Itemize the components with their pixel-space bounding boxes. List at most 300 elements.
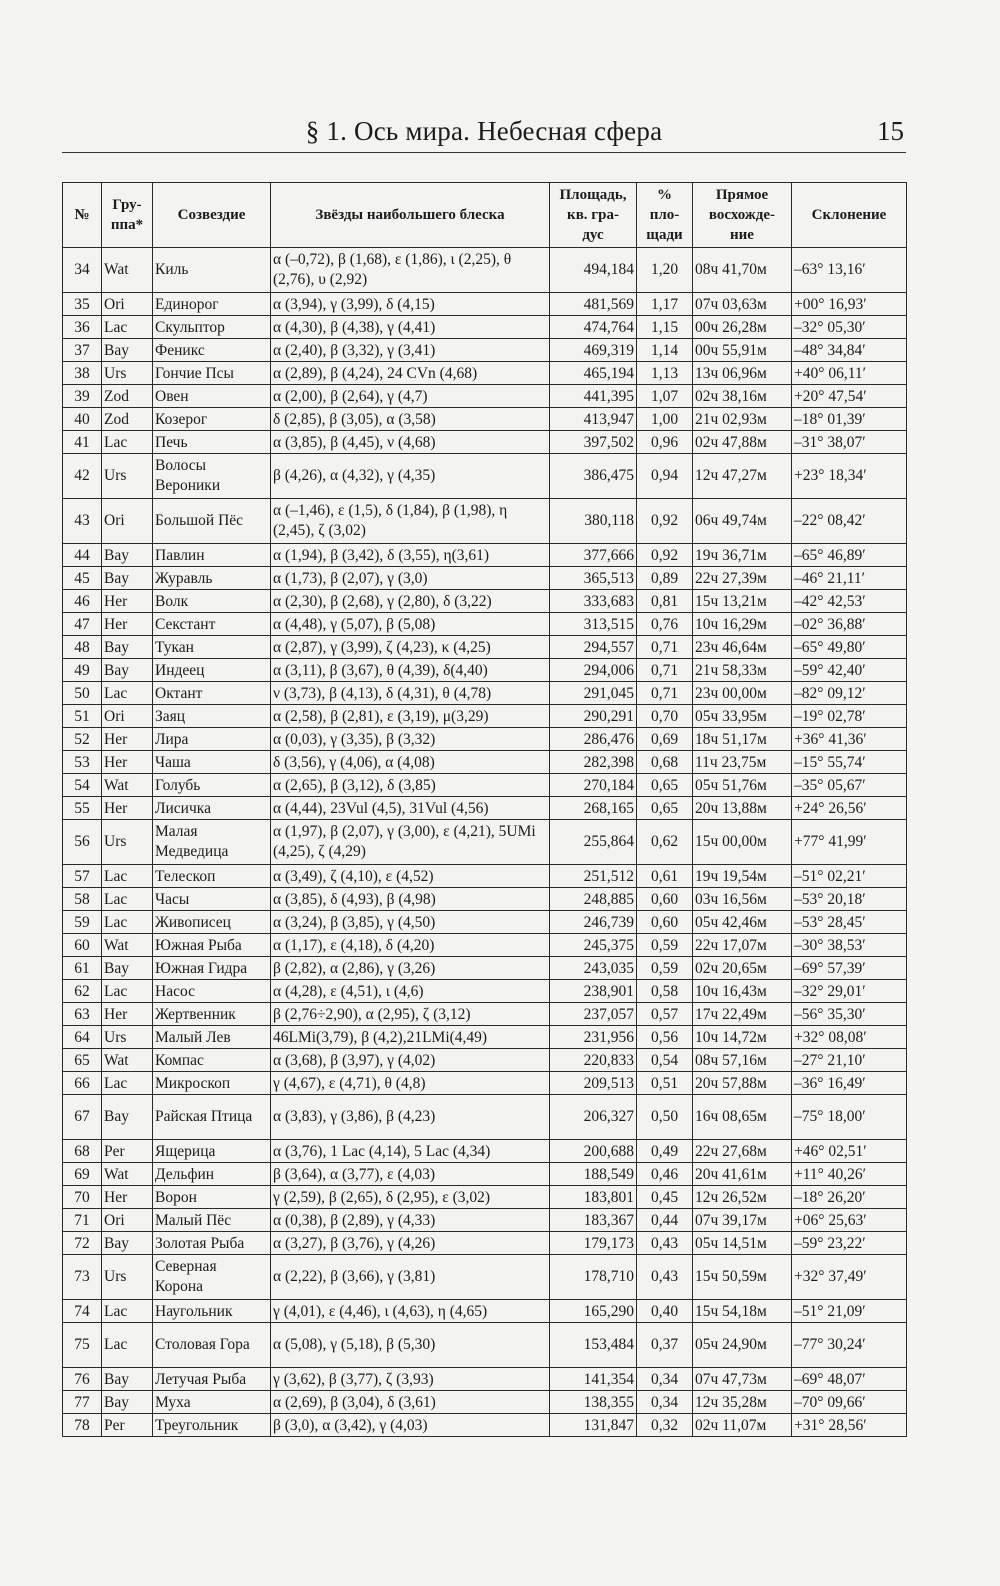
cell-stars: α (3,85), β (4,45), ν (4,68)	[271, 431, 550, 454]
cell-area: 231,956	[550, 1026, 637, 1049]
cell-declination: +00° 16,93′	[792, 293, 907, 316]
cell-group: Her	[102, 1186, 153, 1209]
cell-constellation: Голубь	[153, 774, 271, 797]
table-row	[63, 957, 907, 980]
cell-stars: ν (3,73), β (4,13), δ (4,31), θ (4,78)	[271, 682, 550, 705]
cell-right-ascension: 03ч 16,56м	[693, 888, 792, 911]
cell-group: Lac	[102, 316, 153, 339]
cell-declination: –53° 20,18′	[792, 888, 907, 911]
cell-declination: –69° 57,39′	[792, 957, 907, 980]
cell-stars: α (0,03), γ (3,35), β (3,32)	[271, 728, 550, 751]
cell-constellation: Малый Лев	[153, 1026, 271, 1049]
table-row	[63, 1232, 907, 1255]
cell-stars: α (2,00), β (2,64), γ (4,7)	[271, 385, 550, 408]
cell-stars: α (3,94), γ (3,99), δ (4,15)	[271, 293, 550, 316]
cell-declination: –75° 18,00′	[792, 1095, 907, 1140]
cell-constellation: Малая Медведица	[153, 820, 271, 865]
cell-right-ascension: 02ч 11,07м	[693, 1414, 792, 1437]
cell-percent: 1,20	[637, 248, 693, 293]
cell-stars: γ (2,59), β (2,65), δ (2,95), ε (3,02)	[271, 1186, 550, 1209]
header-group: Гру- ппа*	[102, 183, 153, 248]
cell-declination: –53° 28,45′	[792, 911, 907, 934]
cell-group: Zod	[102, 408, 153, 431]
cell-constellation: Тукан	[153, 636, 271, 659]
cell-group: Ori	[102, 499, 153, 544]
cell-percent: 0,45	[637, 1186, 693, 1209]
cell-right-ascension: 15ч 13,21м	[693, 590, 792, 613]
cell-group: Urs	[102, 820, 153, 865]
cell-stars: β (2,76÷2,90), α (2,95), ζ (3,12)	[271, 1003, 550, 1026]
cell-group: Bay	[102, 1391, 153, 1414]
cell-right-ascension: 15ч 50,59м	[693, 1255, 792, 1300]
cell-stars: γ (4,01), ε (4,46), ι (4,63), η (4,65)	[271, 1300, 550, 1323]
cell-declination: –27° 21,10′	[792, 1049, 907, 1072]
cell-number: 69	[63, 1163, 102, 1186]
cell-declination: –30° 38,53′	[792, 934, 907, 957]
header-percent: % пло- щади	[637, 183, 693, 248]
table-row	[63, 1026, 907, 1049]
table-row	[63, 1140, 907, 1163]
cell-number: 37	[63, 339, 102, 362]
cell-area: 141,354	[550, 1368, 637, 1391]
cell-declination: +32° 37,49′	[792, 1255, 907, 1300]
cell-group: Wat	[102, 248, 153, 293]
cell-constellation: Лира	[153, 728, 271, 751]
cell-area: 188,549	[550, 1163, 637, 1186]
cell-constellation: Киль	[153, 248, 271, 293]
table-row	[63, 544, 907, 567]
cell-declination: –69° 48,07′	[792, 1368, 907, 1391]
cell-group: Zod	[102, 385, 153, 408]
cell-group: Her	[102, 1003, 153, 1026]
cell-right-ascension: 02ч 47,88м	[693, 431, 792, 454]
page-number: 15	[877, 116, 904, 146]
cell-area: 246,739	[550, 911, 637, 934]
cell-right-ascension: 21ч 58,33м	[693, 659, 792, 682]
cell-declination: +06° 25,63′	[792, 1209, 907, 1232]
cell-percent: 1,07	[637, 385, 693, 408]
cell-declination: –59° 23,22′	[792, 1232, 907, 1255]
cell-group: Wat	[102, 1049, 153, 1072]
cell-percent: 0,34	[637, 1391, 693, 1414]
table-row	[63, 499, 907, 544]
cell-percent: 0,44	[637, 1209, 693, 1232]
cell-percent: 0,96	[637, 431, 693, 454]
cell-percent: 0,54	[637, 1049, 693, 1072]
cell-right-ascension: 21ч 02,93м	[693, 408, 792, 431]
cell-number: 41	[63, 431, 102, 454]
cell-stars: α (2,69), β (3,04), δ (3,61)	[271, 1391, 550, 1414]
cell-percent: 0,46	[637, 1163, 693, 1186]
cell-area: 397,502	[550, 431, 637, 454]
cell-area: 291,045	[550, 682, 637, 705]
cell-number: 78	[63, 1414, 102, 1437]
cell-right-ascension: 05ч 14,51м	[693, 1232, 792, 1255]
cell-area: 200,688	[550, 1140, 637, 1163]
cell-stars: α (1,94), β (3,42), δ (3,55), η(3,61)	[271, 544, 550, 567]
cell-group: Lac	[102, 980, 153, 1003]
cell-area: 248,885	[550, 888, 637, 911]
cell-number: 39	[63, 385, 102, 408]
cell-stars: β (4,26), α (4,32), γ (4,35)	[271, 454, 550, 499]
cell-percent: 0,60	[637, 911, 693, 934]
cell-constellation: Волосы Вероники	[153, 454, 271, 499]
cell-percent: 0,50	[637, 1095, 693, 1140]
cell-percent: 0,34	[637, 1368, 693, 1391]
cell-percent: 0,58	[637, 980, 693, 1003]
table-row	[63, 705, 907, 728]
cell-area: 220,833	[550, 1049, 637, 1072]
cell-stars: α (4,44), 23Vul (4,5), 31Vul (4,56)	[271, 797, 550, 820]
cell-constellation: Летучая Рыба	[153, 1368, 271, 1391]
cell-right-ascension: 07ч 03,63м	[693, 293, 792, 316]
cell-number: 48	[63, 636, 102, 659]
cell-declination: –82° 09,12′	[792, 682, 907, 705]
cell-area: 481,569	[550, 293, 637, 316]
cell-number: 52	[63, 728, 102, 751]
cell-area: 268,165	[550, 797, 637, 820]
cell-declination: +24° 26,56′	[792, 797, 907, 820]
cell-percent: 0,61	[637, 865, 693, 888]
cell-group: Lac	[102, 865, 153, 888]
cell-area: 131,847	[550, 1414, 637, 1437]
cell-number: 54	[63, 774, 102, 797]
cell-number: 77	[63, 1391, 102, 1414]
cell-group: Urs	[102, 454, 153, 499]
table-row	[63, 1163, 907, 1186]
cell-number: 36	[63, 316, 102, 339]
cell-group: Wat	[102, 1163, 153, 1186]
table-row	[63, 774, 907, 797]
cell-constellation: Волк	[153, 590, 271, 613]
table-row	[63, 1323, 907, 1368]
cell-group: Lac	[102, 911, 153, 934]
cell-percent: 1,15	[637, 316, 693, 339]
cell-number: 57	[63, 865, 102, 888]
cell-stars: α (3,83), γ (3,86), β (4,23)	[271, 1095, 550, 1140]
cell-area: 153,484	[550, 1323, 637, 1368]
cell-area: 377,666	[550, 544, 637, 567]
cell-right-ascension: 10ч 16,43м	[693, 980, 792, 1003]
cell-stars: α (1,73), β (2,07), γ (3,0)	[271, 567, 550, 590]
cell-percent: 0,60	[637, 888, 693, 911]
cell-declination: –22° 08,42′	[792, 499, 907, 544]
cell-percent: 0,71	[637, 682, 693, 705]
cell-area: 413,947	[550, 408, 637, 431]
cell-right-ascension: 20ч 57,88м	[693, 1072, 792, 1095]
cell-percent: 0,62	[637, 820, 693, 865]
cell-declination: –77° 30,24′	[792, 1323, 907, 1368]
cell-area: 183,367	[550, 1209, 637, 1232]
cell-constellation: Муха	[153, 1391, 271, 1414]
cell-area: 365,513	[550, 567, 637, 590]
cell-stars: α (4,28), ε (4,51), ι (4,6)	[271, 980, 550, 1003]
cell-stars: α (1,17), ε (4,18), δ (4,20)	[271, 934, 550, 957]
cell-group: Bay	[102, 636, 153, 659]
cell-area: 441,395	[550, 385, 637, 408]
cell-declination: –35° 05,67′	[792, 774, 907, 797]
table-row	[63, 339, 907, 362]
cell-right-ascension: 15ч 00,00м	[693, 820, 792, 865]
cell-declination: –70° 09,66′	[792, 1391, 907, 1414]
cell-declination: –32° 29,01′	[792, 980, 907, 1003]
cell-number: 55	[63, 797, 102, 820]
cell-area: 206,327	[550, 1095, 637, 1140]
cell-right-ascension: 12ч 47,27м	[693, 454, 792, 499]
cell-stars: δ (3,56), γ (4,06), α (4,08)	[271, 751, 550, 774]
cell-number: 35	[63, 293, 102, 316]
header-declination: Склонение	[792, 183, 907, 248]
table-row	[63, 820, 907, 865]
cell-declination: –59° 42,40′	[792, 659, 907, 682]
cell-area: 386,475	[550, 454, 637, 499]
cell-stars: α (2,87), γ (3,99), ζ (4,23), κ (4,25)	[271, 636, 550, 659]
cell-percent: 1,13	[637, 362, 693, 385]
cell-right-ascension: 16ч 08,65м	[693, 1095, 792, 1140]
cell-declination: –02° 36,88′	[792, 613, 907, 636]
cell-constellation: Индеец	[153, 659, 271, 682]
cell-area: 138,355	[550, 1391, 637, 1414]
table-row	[63, 590, 907, 613]
cell-group: Her	[102, 590, 153, 613]
table-row	[63, 911, 907, 934]
cell-group: Per	[102, 1140, 153, 1163]
table-row	[63, 934, 907, 957]
cell-constellation: Ворон	[153, 1186, 271, 1209]
cell-area: 251,512	[550, 865, 637, 888]
cell-percent: 1,00	[637, 408, 693, 431]
cell-area: 380,118	[550, 499, 637, 544]
cell-declination: –18° 01,39′	[792, 408, 907, 431]
cell-area: 255,864	[550, 820, 637, 865]
cell-right-ascension: 22ч 17,07м	[693, 934, 792, 957]
cell-declination: –42° 42,53′	[792, 590, 907, 613]
table-row	[63, 1255, 907, 1300]
cell-declination: –36° 16,49′	[792, 1072, 907, 1095]
cell-declination: +31° 28,56′	[792, 1414, 907, 1437]
cell-right-ascension: 00ч 26,28м	[693, 316, 792, 339]
cell-stars: α (2,65), β (3,12), δ (3,85)	[271, 774, 550, 797]
cell-declination: –31° 38,07′	[792, 431, 907, 454]
cell-constellation: Телескоп	[153, 865, 271, 888]
cell-group: Ori	[102, 1209, 153, 1232]
cell-group: Lac	[102, 1300, 153, 1323]
table-row	[63, 797, 907, 820]
cell-group: Bay	[102, 1368, 153, 1391]
cell-group: Lac	[102, 431, 153, 454]
cell-stars: β (3,0), α (3,42), γ (4,03)	[271, 1414, 550, 1437]
cell-constellation: Октант	[153, 682, 271, 705]
cell-area: 237,057	[550, 1003, 637, 1026]
table-row	[63, 1095, 907, 1140]
table-row	[63, 636, 907, 659]
cell-number: 47	[63, 613, 102, 636]
cell-constellation: Золотая Рыба	[153, 1232, 271, 1255]
cell-area: 238,901	[550, 980, 637, 1003]
table-row	[63, 1209, 907, 1232]
cell-declination: +32° 08,08′	[792, 1026, 907, 1049]
cell-group: Her	[102, 797, 153, 820]
cell-group: Bay	[102, 567, 153, 590]
cell-number: 51	[63, 705, 102, 728]
cell-right-ascension: 07ч 39,17м	[693, 1209, 792, 1232]
cell-number: 46	[63, 590, 102, 613]
cell-declination: +36° 41,36′	[792, 728, 907, 751]
cell-stars: α (3,76), 1 Lac (4,14), 5 Lac (4,34)	[271, 1140, 550, 1163]
cell-right-ascension: 19ч 19,54м	[693, 865, 792, 888]
cell-declination: +46° 02,51′	[792, 1140, 907, 1163]
cell-group: Lac	[102, 682, 153, 705]
table-header-row	[63, 183, 907, 248]
cell-constellation: Райская Птица	[153, 1095, 271, 1140]
cell-percent: 0,69	[637, 728, 693, 751]
cell-constellation: Малый Пёс	[153, 1209, 271, 1232]
cell-declination: –56° 35,30′	[792, 1003, 907, 1026]
table-row	[63, 1414, 907, 1437]
cell-number: 59	[63, 911, 102, 934]
cell-right-ascension: 08ч 57,16м	[693, 1049, 792, 1072]
cell-area: 243,035	[550, 957, 637, 980]
cell-right-ascension: 18ч 51,17м	[693, 728, 792, 751]
cell-percent: 0,43	[637, 1255, 693, 1300]
cell-number: 73	[63, 1255, 102, 1300]
cell-percent: 0,70	[637, 705, 693, 728]
table-row	[63, 659, 907, 682]
cell-group: Lac	[102, 1323, 153, 1368]
cell-number: 38	[63, 362, 102, 385]
cell-area: 270,184	[550, 774, 637, 797]
cell-stars: α (2,22), β (3,66), γ (3,81)	[271, 1255, 550, 1300]
table-row	[63, 385, 907, 408]
cell-percent: 0,51	[637, 1072, 693, 1095]
cell-percent: 0,68	[637, 751, 693, 774]
cell-constellation: Северная Корона	[153, 1255, 271, 1300]
table-row	[63, 1391, 907, 1414]
cell-group: Her	[102, 613, 153, 636]
cell-declination: –51° 02,21′	[792, 865, 907, 888]
cell-group: Bay	[102, 957, 153, 980]
cell-constellation: Жертвенник	[153, 1003, 271, 1026]
cell-area: 282,398	[550, 751, 637, 774]
cell-group: Bay	[102, 1232, 153, 1255]
cell-right-ascension: 23ч 00,00м	[693, 682, 792, 705]
cell-group: Ori	[102, 293, 153, 316]
cell-stars: α (2,58), β (2,81), ε (3,19), μ(3,29)	[271, 705, 550, 728]
cell-number: 34	[63, 248, 102, 293]
cell-constellation: Столовая Гора	[153, 1323, 271, 1368]
cell-declination: –32° 05,30′	[792, 316, 907, 339]
cell-right-ascension: 02ч 20,65м	[693, 957, 792, 980]
cell-percent: 1,17	[637, 293, 693, 316]
cell-group: Urs	[102, 1026, 153, 1049]
header-constellation: Созвездие	[153, 183, 271, 248]
table-row	[63, 980, 907, 1003]
cell-constellation: Наугольник	[153, 1300, 271, 1323]
cell-constellation: Скульптор	[153, 316, 271, 339]
cell-right-ascension: 05ч 42,46м	[693, 911, 792, 934]
table-body	[63, 248, 907, 1437]
cell-area: 465,194	[550, 362, 637, 385]
cell-number: 64	[63, 1026, 102, 1049]
cell-group: Her	[102, 728, 153, 751]
cell-stars: β (2,82), α (2,86), γ (3,26)	[271, 957, 550, 980]
cell-right-ascension: 10ч 16,29м	[693, 613, 792, 636]
cell-constellation: Феникс	[153, 339, 271, 362]
cell-right-ascension: 07ч 47,73м	[693, 1368, 792, 1391]
cell-stars: α (2,30), β (2,68), γ (2,80), δ (3,22)	[271, 590, 550, 613]
cell-constellation: Большой Пёс	[153, 499, 271, 544]
cell-declination: +23° 18,34′	[792, 454, 907, 499]
cell-number: 53	[63, 751, 102, 774]
cell-area: 179,173	[550, 1232, 637, 1255]
cell-stars: α (3,11), β (3,67), θ (4,39), δ(4,40)	[271, 659, 550, 682]
cell-right-ascension: 23ч 46,64м	[693, 636, 792, 659]
table-row	[63, 431, 907, 454]
cell-stars: α (–1,46), ε (1,5), δ (1,84), β (1,98), η (2,45), ζ (3,02)	[271, 499, 550, 544]
cell-stars: δ (2,85), β (3,05), α (3,58)	[271, 408, 550, 431]
cell-constellation: Овен	[153, 385, 271, 408]
cell-right-ascension: 19ч 36,71м	[693, 544, 792, 567]
header-stars: Звёзды наибольшего блеска	[271, 183, 550, 248]
cell-right-ascension: 13ч 06,96м	[693, 362, 792, 385]
table-row	[63, 1368, 907, 1391]
cell-number: 56	[63, 820, 102, 865]
table-row	[63, 567, 907, 590]
cell-declination: –46° 21,11′	[792, 567, 907, 590]
cell-percent: 0,40	[637, 1300, 693, 1323]
cell-percent: 0,56	[637, 1026, 693, 1049]
cell-group: Wat	[102, 934, 153, 957]
cell-stars: α (4,30), β (4,38), γ (4,41)	[271, 316, 550, 339]
table-row	[63, 728, 907, 751]
table-row	[63, 1072, 907, 1095]
table-row	[63, 1186, 907, 1209]
cell-stars: α (2,89), β (4,24), 24 CVn (4,68)	[271, 362, 550, 385]
cell-number: 71	[63, 1209, 102, 1232]
cell-percent: 0,81	[637, 590, 693, 613]
cell-group: Lac	[102, 1072, 153, 1095]
cell-constellation: Южная Рыба	[153, 934, 271, 957]
table-row	[63, 1049, 907, 1072]
cell-declination: +20° 47,54′	[792, 385, 907, 408]
cell-number: 74	[63, 1300, 102, 1323]
cell-percent: 0,92	[637, 499, 693, 544]
cell-right-ascension: 08ч 41,70м	[693, 248, 792, 293]
cell-number: 58	[63, 888, 102, 911]
cell-constellation: Дельфин	[153, 1163, 271, 1186]
cell-right-ascension: 05ч 51,76м	[693, 774, 792, 797]
header-right-ascension: Прямое восхожде- ние	[693, 183, 792, 248]
cell-constellation: Лисичка	[153, 797, 271, 820]
cell-group: Urs	[102, 1255, 153, 1300]
cell-stars: γ (4,67), ε (4,71), θ (4,8)	[271, 1072, 550, 1095]
cell-percent: 0,43	[637, 1232, 693, 1255]
cell-stars: α (3,27), β (3,76), γ (4,26)	[271, 1232, 550, 1255]
cell-stars: α (3,24), β (3,85), γ (4,50)	[271, 911, 550, 934]
cell-number: 40	[63, 408, 102, 431]
cell-constellation: Компас	[153, 1049, 271, 1072]
cell-number: 62	[63, 980, 102, 1003]
cell-number: 76	[63, 1368, 102, 1391]
cell-percent: 0,71	[637, 636, 693, 659]
cell-declination: –48° 34,84′	[792, 339, 907, 362]
cell-area: 178,710	[550, 1255, 637, 1300]
cell-percent: 0,32	[637, 1414, 693, 1437]
cell-group: Bay	[102, 1095, 153, 1140]
cell-right-ascension: 06ч 49,74м	[693, 499, 792, 544]
cell-right-ascension: 00ч 55,91м	[693, 339, 792, 362]
cell-area: 474,764	[550, 316, 637, 339]
